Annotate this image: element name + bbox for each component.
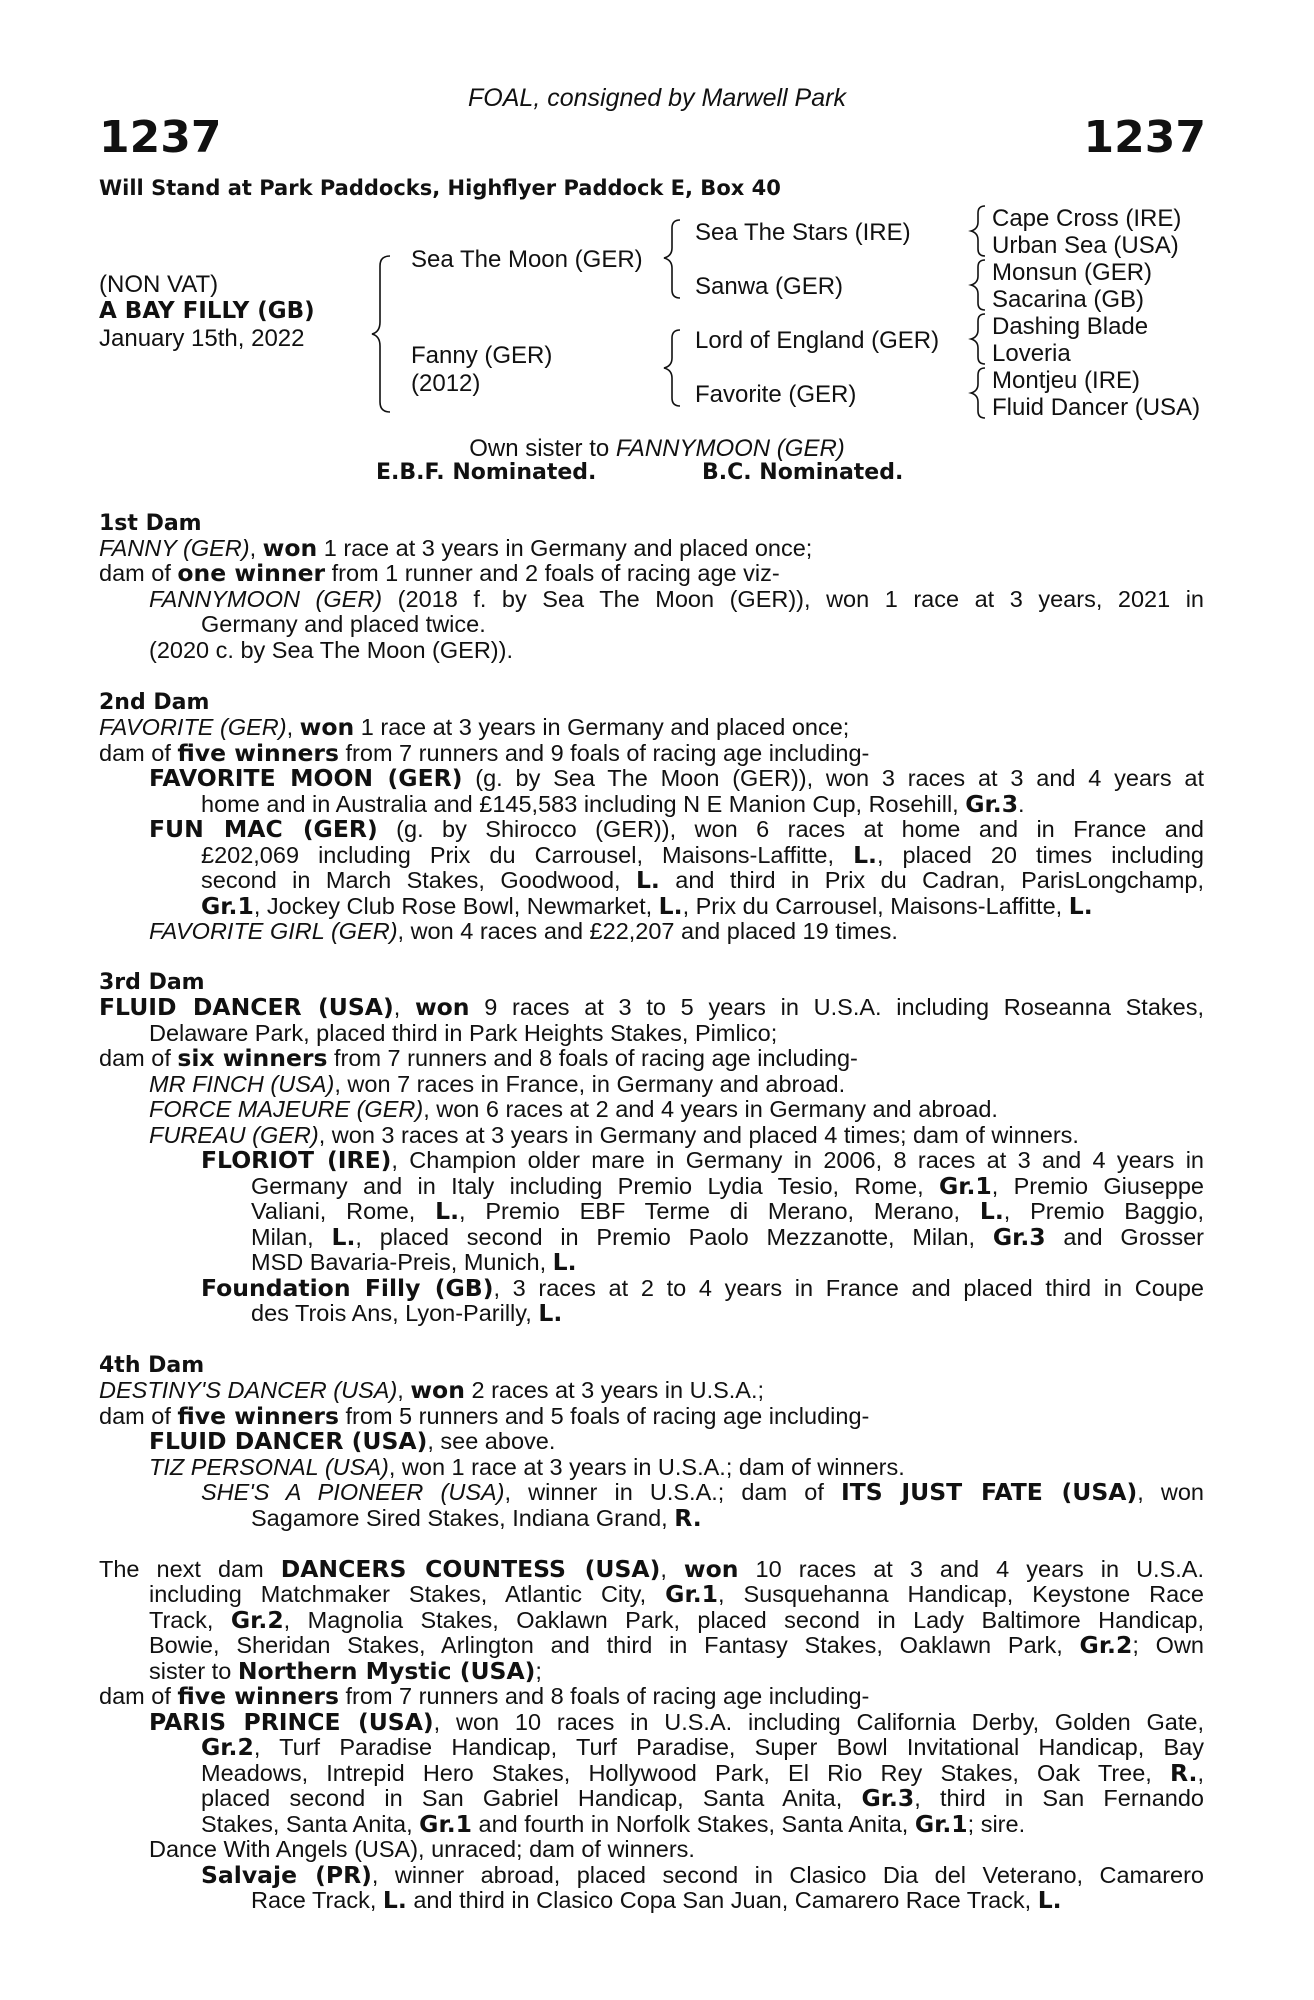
dam-year: (2012): [411, 370, 481, 397]
text-line: dam of five winners from 7 runners and 8 foals of racing age including-: [99, 1682, 870, 1710]
text-line: Delaware Park, placed third in Park Heights Stakes, Pimlico;: [149, 1020, 778, 1046]
text-line: Bowie, Sheridan Stakes, Arlington and third in Fantasy Stakes, Oaklawn Park, Gr.2; Own: [149, 1631, 1204, 1659]
lot-title: A BAY FILLY (GB): [99, 298, 315, 324]
ebf-nomination: E.B.F. Nominated.: [376, 460, 597, 485]
text-line: The next dam DANCERS COUNTESS (USA), won 10 races at 3 and 4 years in U.S.A.: [99, 1555, 1204, 1583]
text-line: Track, Gr.2, Magnolia Stakes, Oaklawn Park, placed second in Lady Baltimore Handicap,: [149, 1606, 1205, 1634]
ped-dsd: Loveria: [992, 340, 1071, 367]
text-line: SHE'S A PIONEER (USA), winner in U.S.A.; dam of ITS JUST FATE (USA), won: [201, 1478, 1204, 1506]
text-line: Milan, L., placed second in Premio Paolo Mezzanotte, Milan, Gr.3 and Grosser: [251, 1223, 1204, 1251]
text-line: des Trois Ans, Lyon-Parilly, L.: [251, 1299, 563, 1327]
text-line: Germany and in Italy including Premio Lydia Tesio, Rome, Gr.1, Premio Giuseppe: [251, 1172, 1205, 1200]
text-line: Race Track, L. and third in Clasico Copa San Juan, Camarero Race Track, L.: [251, 1886, 1062, 1914]
sire-sire: Sea The Stars (IRE): [695, 219, 911, 246]
text-line: sister to Northern Mystic (USA);: [149, 1657, 542, 1685]
text-line: TIZ PERSONAL (USA), won 1 race at 3 years in U.S.A.; dam of winners.: [149, 1454, 905, 1480]
text-line: home and in Australia and £145,583 including N E Manion Cup, Rosehill, Gr.3.: [201, 790, 1025, 818]
bc-nomination: B.C. Nominated.: [702, 460, 904, 485]
ped-sss: Cape Cross (IRE): [992, 205, 1182, 232]
text-line: dam of five winners from 5 runners and 5 foals of racing age including-: [99, 1402, 870, 1430]
text-line: FORCE MAJEURE (GER), won 6 races at 2 and 4 years in Germany and abroad.: [149, 1096, 998, 1122]
ped-sdd: Sacarina (GB): [992, 286, 1145, 313]
text-line: FANNYMOON (GER) (2018 f. by Sea The Moon (GER)), won 1 race at 3 years, 2021 in: [149, 586, 1205, 612]
lot-number-left: 1237: [99, 112, 222, 163]
ped-dss: Dashing Blade: [992, 313, 1149, 340]
text-line: dam of six winners from 7 runners and 8 foals of racing age including-: [99, 1044, 858, 1072]
text-line: FAVORITE (GER), won 1 race at 3 years in Germany and placed once;: [99, 713, 850, 741]
text-line: FAVORITE GIRL (GER), won 4 races and £22,207 and placed 19 times.: [149, 918, 898, 944]
text-line: FLORIOT (IRE), Champion older mare in Germany in 2006, 8 races at 3 and 4 years in: [201, 1146, 1204, 1174]
foaling-date: January 15th, 2022: [99, 325, 305, 352]
text-line: Stakes, Santa Anita, Gr.1 and fourth in Norfolk Stakes, Santa Anita, Gr.1; sire.: [201, 1810, 1026, 1838]
text-line: FUN MAC (GER) (g. by Shirocco (GER)), won 6 races at home and in France and: [149, 815, 1204, 843]
text-line: Foundation Filly (GB), 3 races at 2 to 4 years in France and placed third in Coupe: [201, 1274, 1204, 1302]
text-line: PARIS PRINCE (USA), won 10 races in U.S.A. including California Derby, Golden Gate,: [149, 1708, 1204, 1736]
text-line: FLUID DANCER (USA), won 9 races at 3 to 5 years in U.S.A. including Roseanna Stakes,: [99, 993, 1204, 1021]
lot-number-right: 1237: [1083, 112, 1206, 163]
section-heading-3rd-dam: 3rd Dam: [99, 970, 205, 995]
ped-ssd: Urban Sea (USA): [992, 232, 1179, 259]
text-line: FANNY (GER), won 1 race at 3 years in Germany and placed once;: [99, 534, 813, 562]
text-line: DESTINY'S DANCER (USA), won 2 races at 3 years in U.S.A.;: [99, 1376, 765, 1404]
text-line: Gr.1, Jockey Club Rose Bowl, Newmarket, L., Prix du Carrousel, Maisons-Laffitte, L.: [201, 892, 1093, 920]
text-line: FAVORITE MOON (GER) (g. by Sea The Moon (GER)), won 3 races at 3 and 4 years at: [149, 764, 1204, 792]
text-line: MSD Bavaria-Preis, Munich, L.: [251, 1248, 577, 1276]
dam-sire: Lord of England (GER): [695, 327, 940, 354]
text-line: Gr.2, Turf Paradise Handicap, Turf Paradise, Super Bowl Invitational Handicap, Bay: [201, 1733, 1204, 1761]
text-line: Valiani, Rome, L., Premio EBF Terme di Merano, Merano, L., Premio Baggio,: [251, 1197, 1205, 1225]
dam-dam: Favorite (GER): [695, 381, 857, 408]
text-line: (2020 c. by Sea The Moon (GER)).: [149, 637, 513, 663]
own-sister-note: Own sister to FANNYMOON (GER): [469, 435, 845, 462]
sire-name: Sea The Moon (GER): [411, 246, 643, 273]
dam-name: Fanny (GER): [411, 342, 553, 369]
text-line: Germany and placed twice.: [201, 611, 486, 637]
vat-status: (NON VAT): [99, 271, 219, 298]
text-line: Dance With Angels (USA), unraced; dam of winners.: [149, 1836, 695, 1862]
text-line: dam of one winner from 1 runner and 2 foals of racing age viz-: [99, 559, 780, 587]
section-heading-2nd-dam: 2nd Dam: [99, 690, 210, 715]
text-line: Salvaje (PR), winner abroad, placed second in Clasico Dia del Veterano, Camarero: [201, 1861, 1204, 1889]
ped-sds: Monsun (GER): [992, 259, 1153, 286]
text-line: Meadows, Intrepid Hero Stakes, Hollywood Park, El Rio Rey Stakes, Oak Tree, R.,: [201, 1759, 1204, 1787]
section-heading-4th-dam: 4th Dam: [99, 1353, 205, 1378]
ped-dds: Montjeu (IRE): [992, 367, 1141, 394]
text-line: MR FINCH (USA), won 7 races in France, in Germany and abroad.: [149, 1071, 846, 1097]
text-line: FUREAU (GER), won 3 races at 3 years in Germany and placed 4 times; dam of winners.: [149, 1122, 1079, 1148]
stand-location: Will Stand at Park Paddocks, Highflyer Paddock E, Box 40: [99, 176, 781, 200]
text-line: second in March Stakes, Goodwood, L. and third in Prix du Cadran, ParisLongchamp,: [201, 866, 1204, 894]
sire-dam: Sanwa (GER): [695, 273, 844, 300]
section-heading-1st-dam: 1st Dam: [99, 511, 202, 536]
text-line: £202,069 including Prix du Carrousel, Maisons-Laffitte, L., placed 20 times including: [201, 841, 1204, 869]
text-line: dam of five winners from 7 runners and 9 foals of racing age including-: [99, 739, 870, 767]
consignor-line: FOAL, consigned by Marwell Park: [468, 84, 846, 112]
text-line: FLUID DANCER (USA), see above.: [149, 1427, 556, 1455]
text-line: placed second in San Gabriel Handicap, Santa Anita, Gr.3, third in San Fernando: [201, 1784, 1204, 1812]
text-line: including Matchmaker Stakes, Atlantic City, Gr.1, Susquehanna Handicap, Keystone Race: [149, 1580, 1205, 1608]
text-line: Sagamore Sired Stakes, Indiana Grand, R.: [251, 1504, 702, 1532]
ped-ddd: Fluid Dancer (USA): [992, 394, 1201, 421]
